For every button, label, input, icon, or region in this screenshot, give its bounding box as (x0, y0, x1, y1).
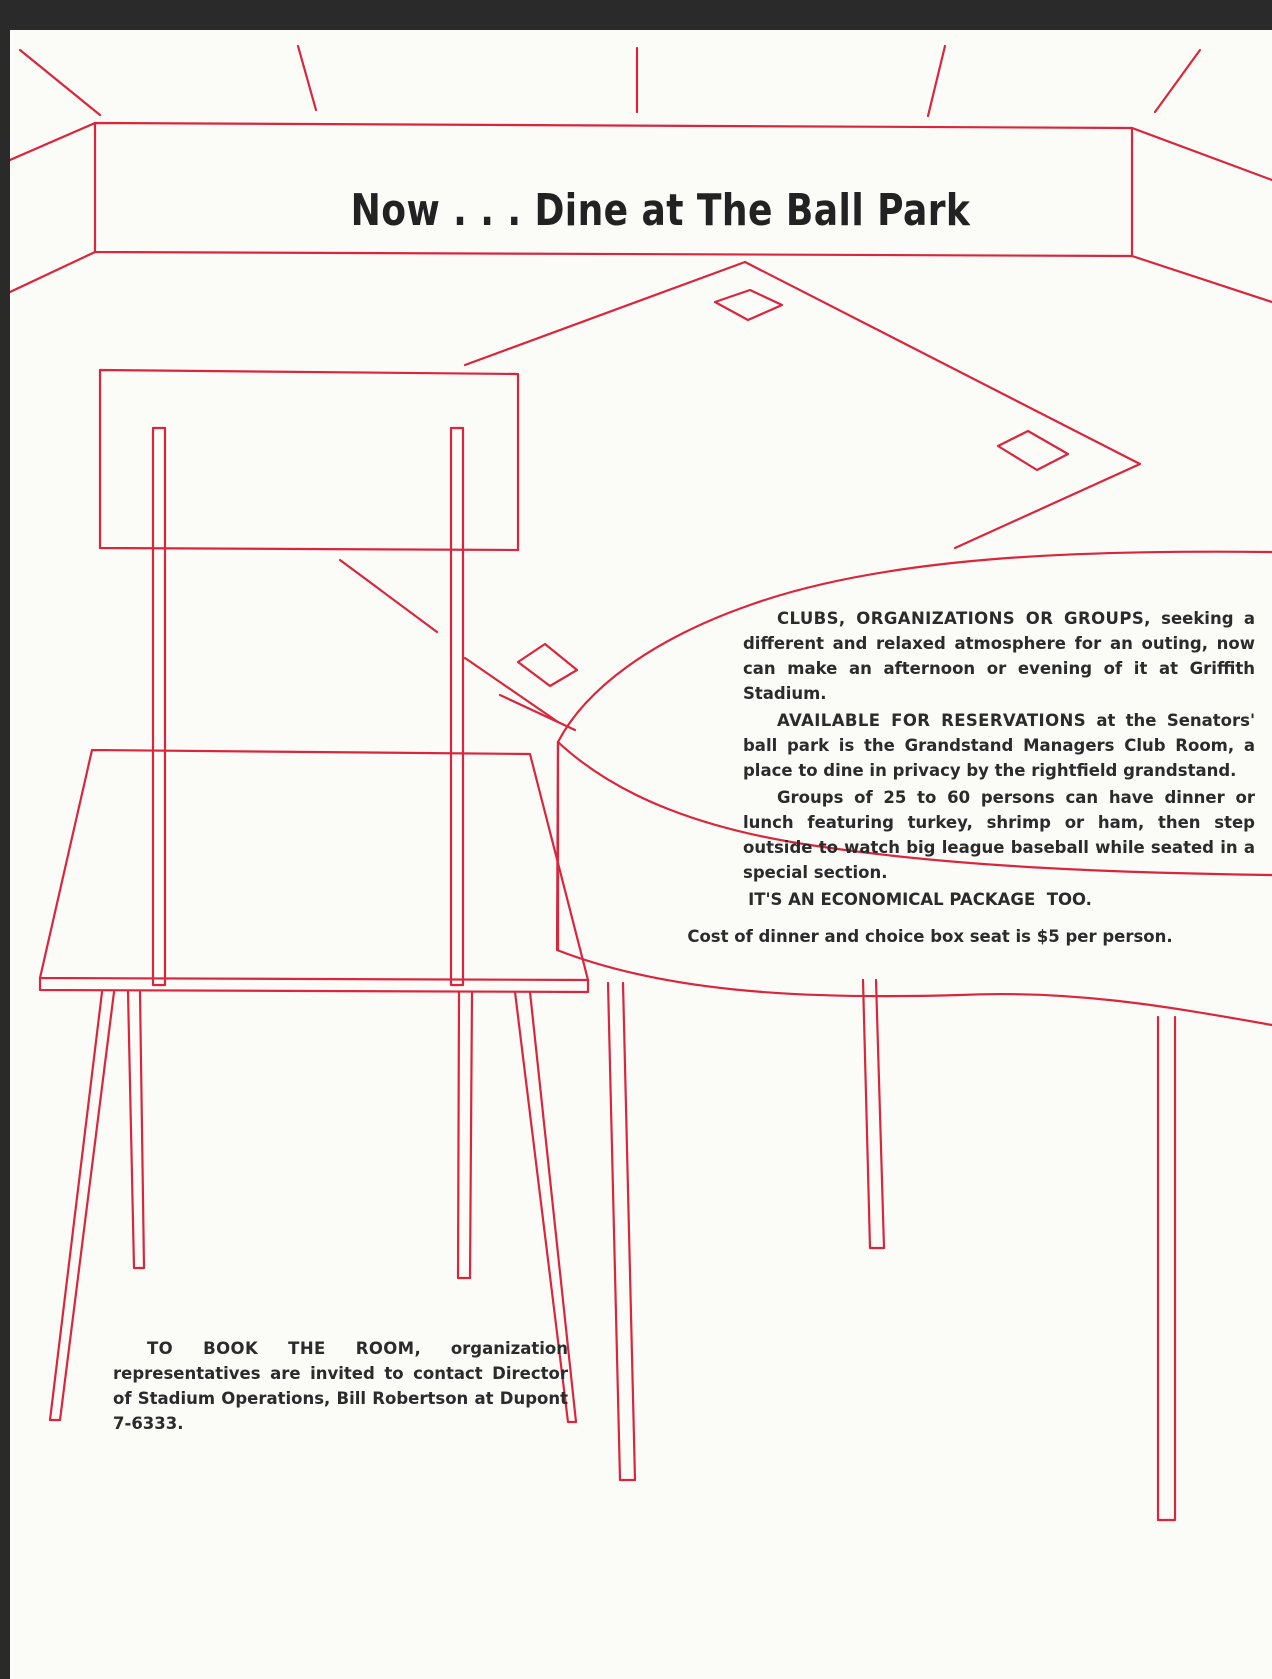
table-inlay (518, 644, 577, 686)
chair-leg (128, 992, 144, 1268)
banner-wing-right-top (1132, 128, 1272, 180)
table-leg (1158, 1017, 1175, 1520)
booking-text (113, 1336, 568, 1436)
table-inlay (715, 290, 782, 320)
description-text (743, 606, 1255, 885)
chair-leg (50, 992, 114, 1420)
chair-seat (40, 750, 588, 980)
ray-line (298, 46, 316, 110)
description-paragraph: CLUBS, ORGANIZATIONS OR GROUPS, seeking a different and relaxed atmosphere for an outing, now can make an afternoon or evening of it at Griffith Stadium. (743, 609, 1255, 703)
package-heading: IT'S AN ECONOMICAL PACKAGE TOO. (748, 890, 1092, 909)
banner-wing-left-top (10, 123, 95, 160)
banner-wing-left-bottom (10, 252, 95, 292)
lead-phrase: AVAILABLE FOR RESERVATIONS (777, 711, 1086, 730)
upper-table-top (465, 262, 1140, 548)
description-paragraph: Groups of 25 to 60 persons can have dinner or lunch featuring turkey, shrimp or ham, then step outside to watch big league baseball while seated in a special section. (743, 788, 1255, 882)
table-inlay (998, 431, 1068, 470)
table-edge (500, 695, 575, 730)
ray-line (20, 50, 100, 115)
table-edge (465, 658, 558, 722)
table-leg (608, 983, 635, 1480)
description-paragraph: AVAILABLE FOR RESERVATIONS at the Senators' ball park is the Grandstand Managers Club Room, a place to dine in privacy by the rightfield grandstand. (743, 711, 1256, 780)
booking-paragraph: TO BOOK THE ROOM, organization representatives are invited to contact Director of Stadium Operations, Bill Robertson at Dupont 7-6333. (113, 1339, 569, 1433)
chair-backrest (100, 370, 518, 550)
ray-line (1155, 50, 1200, 112)
chair-post (153, 428, 165, 985)
lead-phrase: CLUBS, ORGANIZATIONS OR GROUPS, (777, 609, 1151, 628)
chair-leg (458, 992, 472, 1278)
lead-phrase: TO BOOK THE ROOM, (147, 1339, 422, 1358)
ray-line (928, 46, 945, 116)
chair-post (451, 428, 463, 985)
page-title: Now . . . Dine at The Ball Park (350, 185, 971, 236)
magazine-page (10, 30, 1272, 1679)
banner-wing-right-bottom (1132, 256, 1272, 302)
table-leg (863, 980, 884, 1248)
package-cost: Cost of dinner and choice box seat is $5 per person. (687, 927, 1173, 946)
table-edge (340, 560, 437, 632)
